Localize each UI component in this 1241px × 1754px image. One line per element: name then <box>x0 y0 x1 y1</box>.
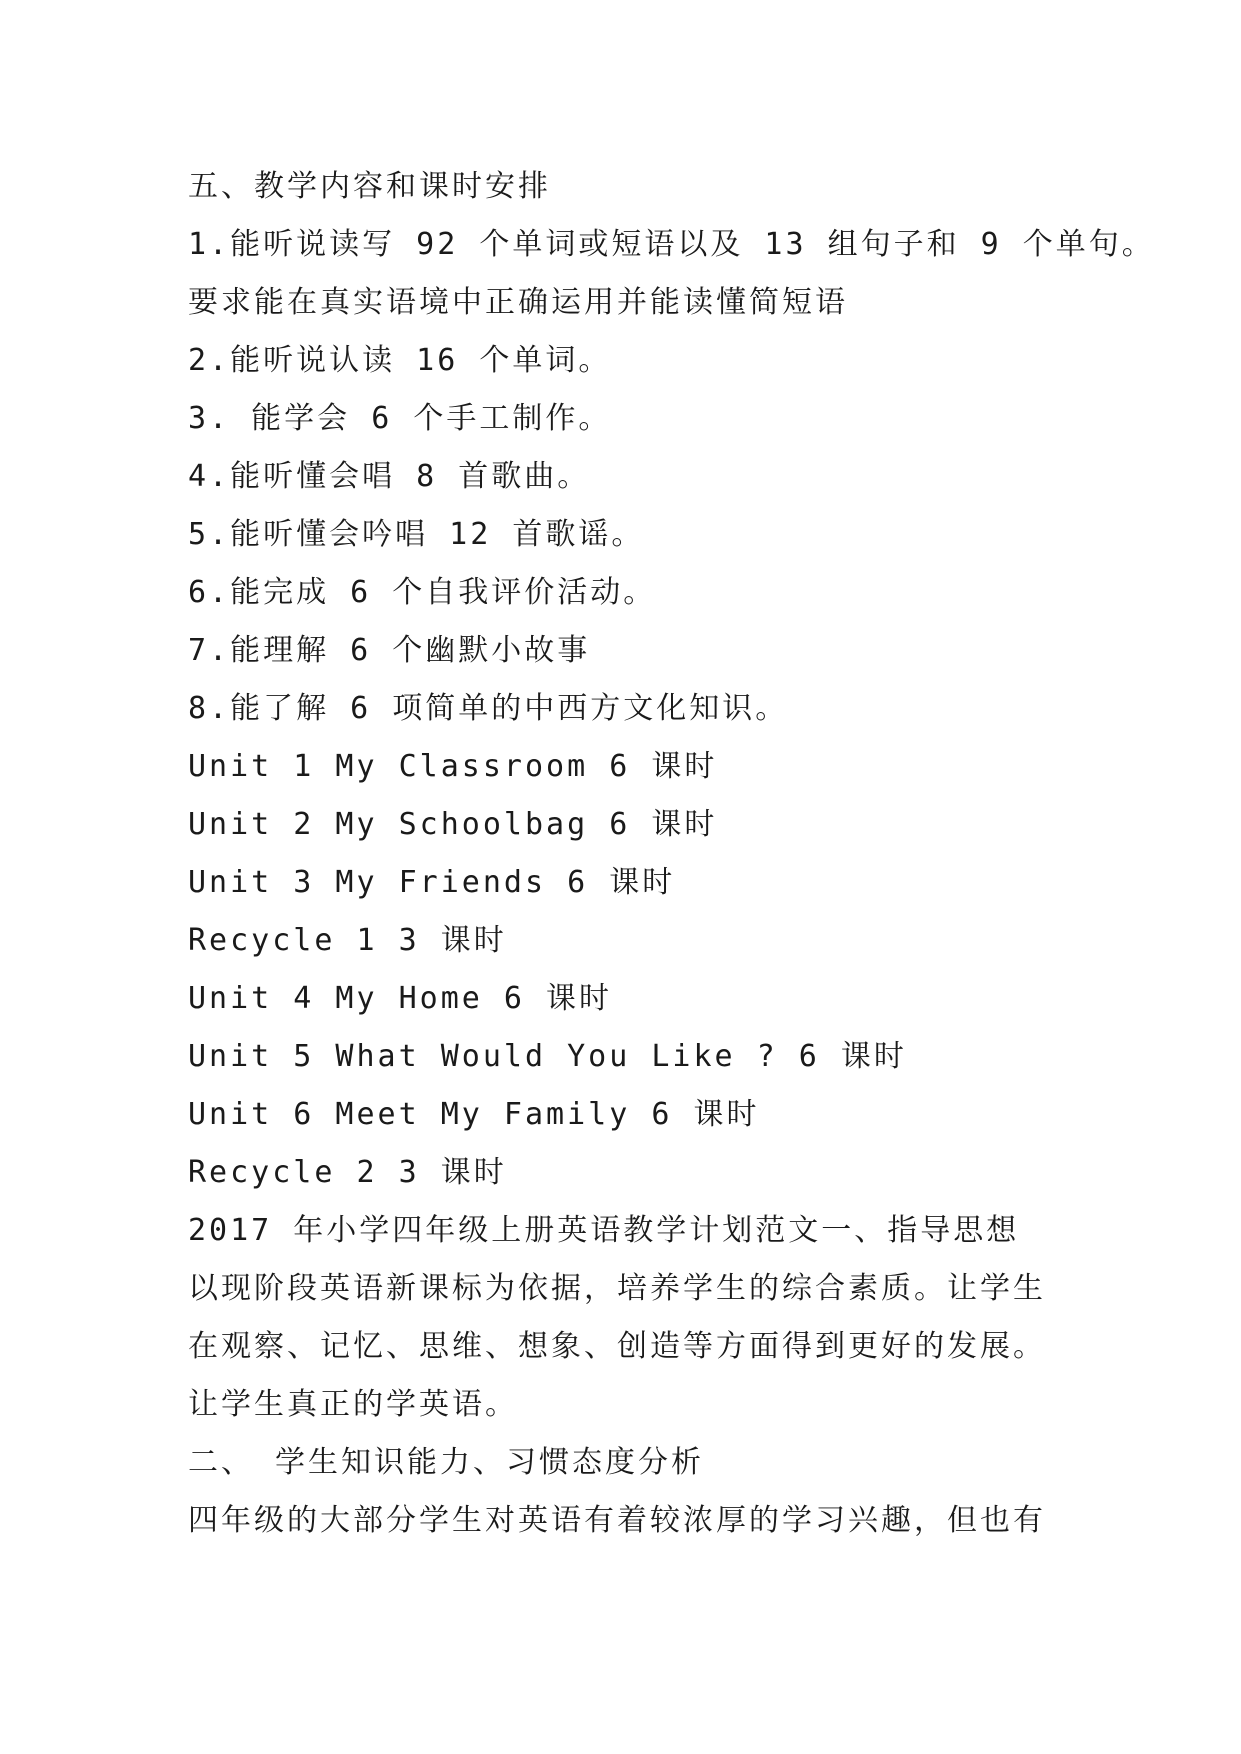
unit-schedule-line: Unit 3 My Friends 6 课时 <box>188 865 676 900</box>
unit-schedule-line: Recycle 2 3 课时 <box>188 1155 507 1190</box>
unit-schedule-line: Unit 1 My Classroom 6 课时 <box>188 749 718 784</box>
list-item: 4.能听懂会唱 8 首歌曲。 <box>188 459 591 494</box>
unit-schedule-line: Unit 6 Meet My Family 6 课时 <box>188 1097 760 1132</box>
paragraph-line: 让学生真正的学英语。 <box>188 1387 518 1422</box>
section-heading-teaching-content: 五、教学内容和课时安排 <box>188 169 551 204</box>
unit-schedule-line: Unit 5 What Would You Like ? 6 课时 <box>188 1039 907 1074</box>
paragraph-line: 在观察、记忆、思维、想象、创造等方面得到更好的发展。 <box>188 1329 1046 1364</box>
list-item: 5.能听懂会吟唱 12 首歌谣。 <box>188 517 645 552</box>
section-heading-student-analysis: 二、 学生知识能力、习惯态度分析 <box>188 1445 705 1480</box>
section-heading-guiding-ideology: 2017 年小学四年级上册英语教学计划范文一、指导思想 <box>188 1213 1020 1248</box>
list-item: 7.能理解 6 个幽默小故事 <box>188 633 591 668</box>
paragraph-line: 四年级的大部分学生对英语有着较浓厚的学习兴趣，但也有 <box>188 1503 1046 1538</box>
list-item-continuation: 要求能在真实语境中正确运用并能读懂简短语 <box>188 285 848 320</box>
document-body <box>188 158 1155 1550</box>
list-item: 6.能完成 6 个自我评价活动。 <box>188 575 657 610</box>
list-item: 8.能了解 6 项简单的中西方文化知识。 <box>188 691 789 726</box>
list-item: 1.能听说读写 92 个单词或短语以及 13 组句子和 9 个单句。 <box>188 227 1155 262</box>
unit-schedule-line: Unit 4 My Home 6 课时 <box>188 981 613 1016</box>
list-item: 3. 能学会 6 个手工制作。 <box>188 401 612 436</box>
list-item: 2.能听说认读 16 个单词。 <box>188 343 612 378</box>
paragraph-line: 以现阶段英语新课标为依据，培养学生的综合素质。让学生 <box>188 1271 1046 1306</box>
unit-schedule-line: Unit 2 My Schoolbag 6 课时 <box>188 807 718 842</box>
unit-schedule-line: Recycle 1 3 课时 <box>188 923 507 958</box>
